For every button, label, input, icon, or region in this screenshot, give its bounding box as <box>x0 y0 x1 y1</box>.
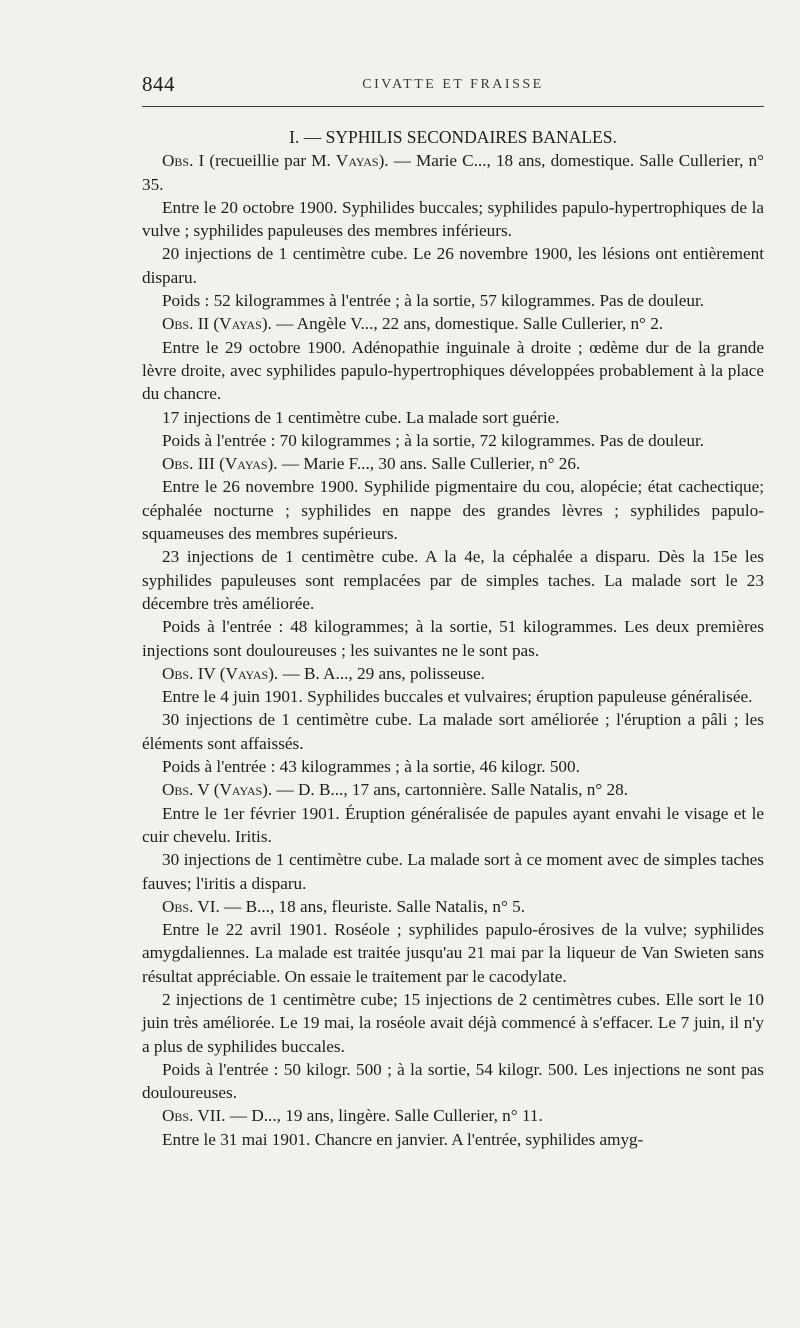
paragraph: Entre le 31 mai 1901. Chancre en janvier. A l'entrée, syphilides amyg- <box>162 1129 644 1149</box>
obs-number: I (recueillie par M. <box>193 151 336 171</box>
paragraph: Entre le 22 avril 1901. Roséole ; syphilides papulo-érosives de la vulve; syphilides amygdaliennes. La malade est traitée jusqu'au 21 mai par la liqueur de Van Swieten sans résultat appréciable. On essaie le traitement par le cacodylate. <box>142 920 764 986</box>
obs-author: Vayas <box>219 314 262 334</box>
obs-author: Vayas <box>225 663 269 683</box>
obs-label: Obs. <box>162 314 194 334</box>
obs-details: ). — Marie C..., 18 ans, domestique. Salle Cullerier, n° 35. <box>142 151 764 194</box>
paragraph-obs-5 <box>142 778 764 801</box>
paragraph: Entre le 1er février 1901. Éruption généralisée de papules ayant envahi le visage et le cuir chevelu. Iritis. <box>142 803 764 846</box>
obs-details: ). — B. A..., 29 ans, polisseuse. <box>268 663 485 683</box>
obs-details: ). — Marie F..., 30 ans. Salle Cullerier, n° 26. <box>267 454 581 474</box>
obs-number: IV ( <box>193 663 226 683</box>
paragraph: Poids à l'entrée : 50 kilogr. 500 ; à la sortie, 54 kilogr. 500. Les injections ne sont pas douloureuses. <box>142 1059 764 1103</box>
body-text <box>142 126 764 1151</box>
obs-number: VII. <box>193 1106 226 1126</box>
obs-label: Obs. <box>162 896 194 916</box>
paragraph-obs-2 <box>142 312 764 335</box>
paragraph: Poids à l'entrée : 43 kilogrammes ; à la sortie, 46 kilogr. 500. <box>162 757 580 777</box>
paragraph-obs-6 <box>142 895 764 918</box>
obs-author: Vayas <box>335 151 379 171</box>
paragraph: Entre le 20 octobre 1900. Syphilides buccales; syphilides papulo-hypertrophiques de la vulve ; syphilides papuleuses des membres inférieurs. <box>142 197 764 241</box>
paragraph: Poids à l'entrée : 48 kilogrammes; à la sortie, 51 kilogrammes. Les deux premières injections sont douloureuses ; les suivantes ne le sont pas. <box>142 617 764 660</box>
paragraph: 20 injections de 1 centimètre cube. Le 26 novembre 1900, les lésions ont entièrement disparu. <box>142 244 764 287</box>
paragraph-obs-3 <box>142 452 764 475</box>
paragraph: 30 injections de 1 centimètre cube. La malade sort améliorée ; l'éruption a pâli ; les éléments sont affaissés. <box>142 710 764 753</box>
paragraph: 17 injections de 1 centimètre cube. La malade sort guérie. <box>162 407 560 427</box>
paragraph-obs-4 <box>142 662 764 685</box>
paragraph-obs-1 <box>142 149 764 196</box>
obs-number: VI. <box>193 896 220 916</box>
paragraph: Poids : 52 kilogrammes à l'entrée ; à la sortie, 57 kilogrammes. Pas de douleur. <box>162 291 705 311</box>
paragraph: Entre le 29 octobre 1900. Adénopathie inguinale à droite ; œdème dur de la grande lèvre droite, avec syphilides papulo-hypertrophiques développées probablement à la place du chancre. <box>142 337 764 404</box>
obs-details: ). — D. B..., 17 ans, cartonnière. Salle Natalis, n° 28. <box>262 780 628 800</box>
section-title: I. — SYPHILIS SECONDAIRES BANALES. <box>289 127 617 147</box>
obs-details: ). — Angèle V..., 22 ans, domestique. Salle Cullerier, n° 2. <box>261 314 664 334</box>
running-head: CIVATTE ET FRAISSE <box>362 77 544 92</box>
paragraph: 30 injections de 1 centimètre cube. La malade sort à ce moment avec de simples taches fauves; l'iritis a disparu. <box>142 850 764 893</box>
page-number: 844 <box>142 72 175 96</box>
page-header <box>142 72 764 102</box>
obs-number: V ( <box>193 780 220 800</box>
paragraph: Entre le 26 novembre 1900. Syphilide pigmentaire du cou, alopécie; état cachectique; céphalée nocturne ; syphilides en nappe des grandes lèvres ; syphilides papulo-squameuses des membres supérieurs. <box>142 477 764 544</box>
obs-author: Vayas <box>224 454 268 474</box>
obs-number: III ( <box>193 454 225 474</box>
paragraph: 2 injections de 1 centimètre cube; 15 injections de 2 centimètres cubes. Elle sort le 10 juin très améliorée. Le 19 mai, la roséole avait déjà commencé à s'effacer. Le 7 juin, il n'y a plus de syphilides buccales. <box>142 989 764 1056</box>
paragraph: Poids à l'entrée : 70 kilogrammes ; à la sortie, 72 kilogrammes. Pas de douleur. <box>162 430 705 450</box>
obs-author: Vayas <box>219 780 263 800</box>
obs-label: Obs. <box>162 663 194 683</box>
obs-label: Obs. <box>162 780 194 800</box>
paragraph: Entre le 4 juin 1901. Syphilides buccales et vulvaires; éruption papuleuse généralisée. <box>162 687 753 707</box>
obs-label: Obs. <box>162 1106 194 1126</box>
obs-label: Obs. <box>162 454 194 474</box>
obs-number: II ( <box>193 314 220 334</box>
obs-label: Obs. <box>162 151 194 171</box>
paragraph: 23 injections de 1 centimètre cube. A la 4e, la céphalée a disparu. Dès la 15e les syphilides papuleuses sont remplacées par de simples taches. La malade sort le 23 décembre très améliorée. <box>142 547 764 613</box>
header-rule <box>142 106 764 107</box>
obs-details: — B..., 18 ans, fleuriste. Salle Natalis, n° 5. <box>219 896 526 916</box>
paragraph-obs-7 <box>142 1104 764 1127</box>
obs-details: — D..., 19 ans, lingère. Salle Cullerier, n° 11. <box>225 1106 543 1126</box>
